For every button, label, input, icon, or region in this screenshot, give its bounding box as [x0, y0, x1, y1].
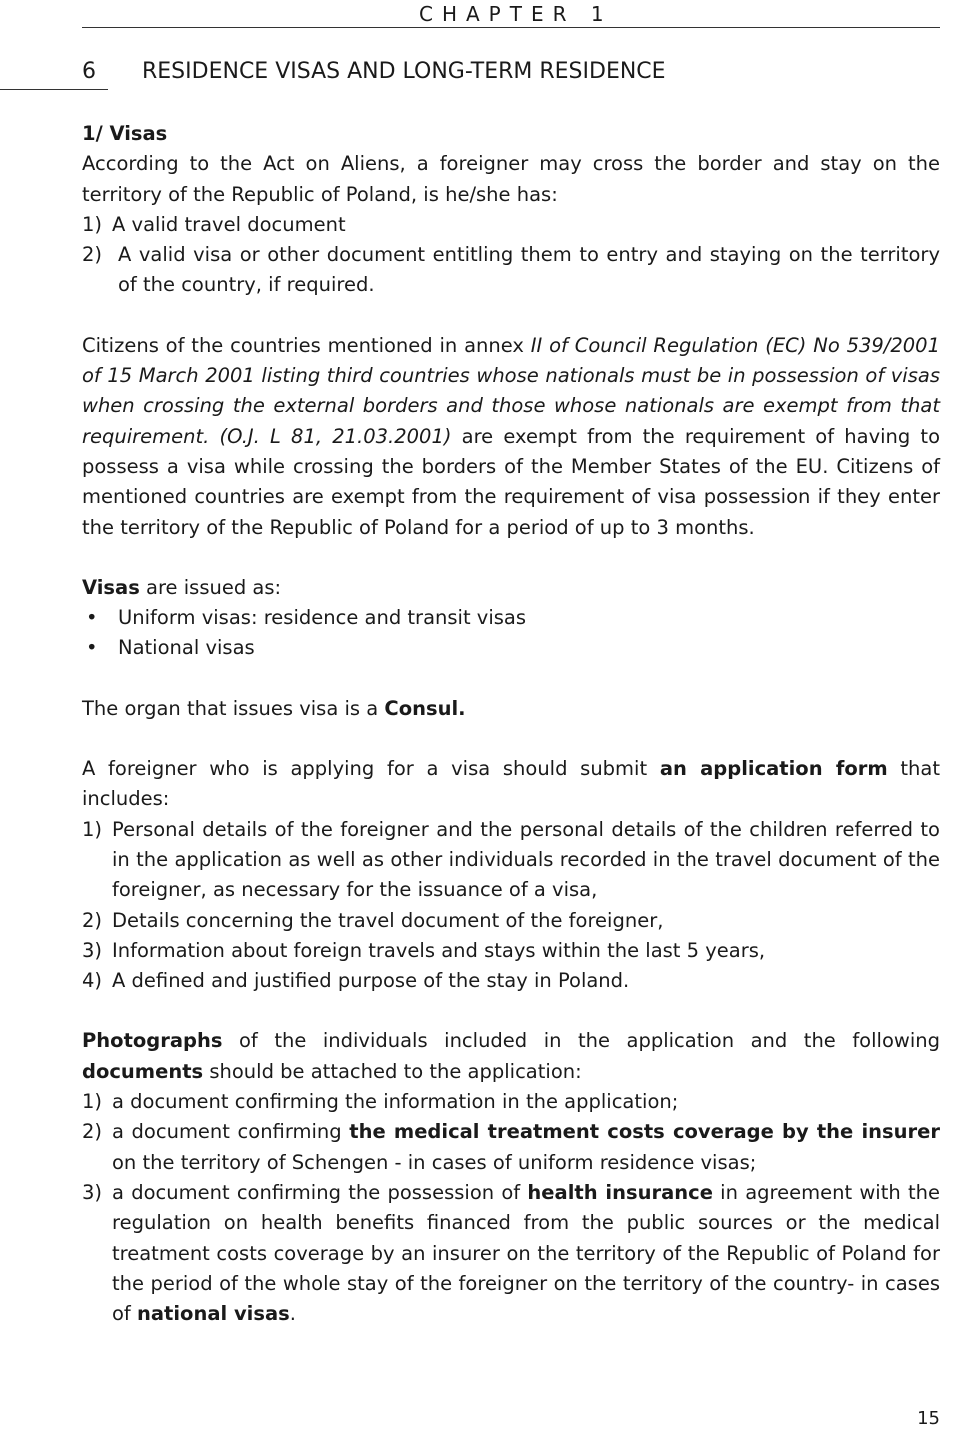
application-item — [82, 906, 940, 936]
list-marker: 1) — [82, 212, 103, 236]
requirement-item — [82, 240, 940, 301]
attachments-end: should be attached to the application: — [203, 1059, 582, 1083]
page-number: 15 — [917, 1408, 940, 1429]
application-item — [82, 815, 940, 906]
attachments-intro — [82, 1026, 940, 1087]
list-marker: 3) — [82, 938, 103, 962]
attachments-bold-documents: documents — [82, 1059, 204, 1083]
requirement-item — [82, 210, 940, 240]
regulation-reference: II of Council Regulation (EC) No 539/2001 of 15 March 2001 listing third countries whose nationals must be in possession of visas when crossing the external borders and those whose nationals are exempt from that requirement. (O.J. L 81, 21.03.2001) — [82, 333, 940, 448]
application-item-text: Information about foreign travels and stays within the last 5 years, — [112, 938, 766, 962]
visas-intro: According to the Act on Aliens, a foreigner may cross the border and stay on the territory of the Republic of Poland, is he/she has: — [82, 152, 940, 206]
list-marker: 1) — [82, 1090, 103, 1114]
issued-paragraph — [82, 573, 940, 603]
application-item — [82, 966, 940, 996]
visa-type-text: Uniform visas: residence and transit visas — [118, 606, 527, 630]
citizens-lead: Citizens of the countries mentioned in annex — [82, 333, 531, 357]
chapter-label: CHAPTER 1 — [419, 2, 613, 26]
bullet-icon: • — [86, 636, 98, 660]
organ-text: The organ that issues visa is a — [82, 696, 385, 720]
attachment-item — [82, 1117, 940, 1178]
attachment-item-bold: national visas — [137, 1302, 290, 1326]
organ-bold: Consul. — [384, 696, 466, 720]
requirement-text: A valid visa or other document entitling them to entry and staying on the territory of the country, if required. — [118, 243, 940, 297]
attachment-item-text: a document confirming the information in the application; — [112, 1090, 679, 1114]
application-item-text: Details concerning the travel document of the foreigner, — [112, 908, 664, 932]
list-marker: 3) — [82, 1180, 103, 1204]
attachment-item — [82, 1178, 940, 1329]
organ-paragraph — [82, 694, 940, 724]
application-intro-end: that includes: — [82, 757, 940, 811]
section-heading — [82, 59, 666, 84]
list-marker: 1) — [82, 817, 103, 841]
attachment-item — [82, 1087, 940, 1117]
attachment-item-bold: health insurance — [527, 1180, 713, 1204]
visas-subheading: 1/ Visas — [82, 122, 168, 145]
citizens-tail: are exempt from the requirement of having to possess a visa while crossing the borders of the Member States of the EU. Citizens of mentioned countries are exempt from the requirement of visa possession if they enter the territory of the Republic of Poland for a period of up to 3 months. — [82, 424, 941, 539]
visa-type-text: National visas — [118, 636, 255, 660]
visa-type-item — [82, 603, 940, 633]
attachments-bold-photographs: Photographs — [82, 1029, 223, 1053]
issued-rest: are issued as: — [139, 575, 282, 599]
attachments-mid: of the individuals included in the application and the following — [222, 1029, 940, 1053]
section-rule — [0, 89, 108, 90]
application-intro-bold: an application form — [659, 757, 888, 781]
citizens-paragraph — [82, 331, 940, 543]
application-item-text: A defined and justified purpose of the stay in Poland. — [112, 969, 630, 993]
header-rule — [82, 27, 940, 28]
list-marker: 4) — [82, 969, 103, 993]
application-intro-start: A foreigner who is applying for a visa should submit — [82, 757, 660, 781]
attachment-item-bold: the medical treatment costs coverage by the insurer — [349, 1120, 940, 1144]
application-item-text: Personal details of the foreigner and the personal details of the children referred to in the application as well as other individuals recorded in the travel document of the foreigner, as necessary for the issuance of a visa, — [112, 817, 940, 902]
list-marker: 2) — [82, 243, 103, 267]
visa-type-item — [82, 633, 940, 663]
list-marker: 2) — [82, 1120, 103, 1144]
document-body — [82, 119, 940, 1329]
requirement-text: A valid travel document — [112, 212, 346, 236]
attachment-item-text: a document confirming the medical treatment costs coverage by the insurer on the territory of Schengen - in cases of uniform residence visas; — [112, 1120, 940, 1174]
application-intro — [82, 754, 940, 815]
bullet-icon: • — [86, 606, 98, 630]
issued-bold: Visas — [82, 575, 140, 599]
list-marker: 2) — [82, 908, 103, 932]
attachment-item-text: a document confirming the possession of health insurance in agreement with the regulation on health benefits financed from the public sources or the medical treatment costs coverage by an insurer on the territory of the Republic of Poland for the period of the whole stay of the foreigner on the territory of the country- in cases of national visas. — [112, 1180, 940, 1326]
application-item — [82, 936, 940, 966]
section-number: 6 — [82, 59, 96, 84]
section-title: RESIDENCE VISAS AND LONG-TERM RESIDENCE — [142, 59, 666, 84]
